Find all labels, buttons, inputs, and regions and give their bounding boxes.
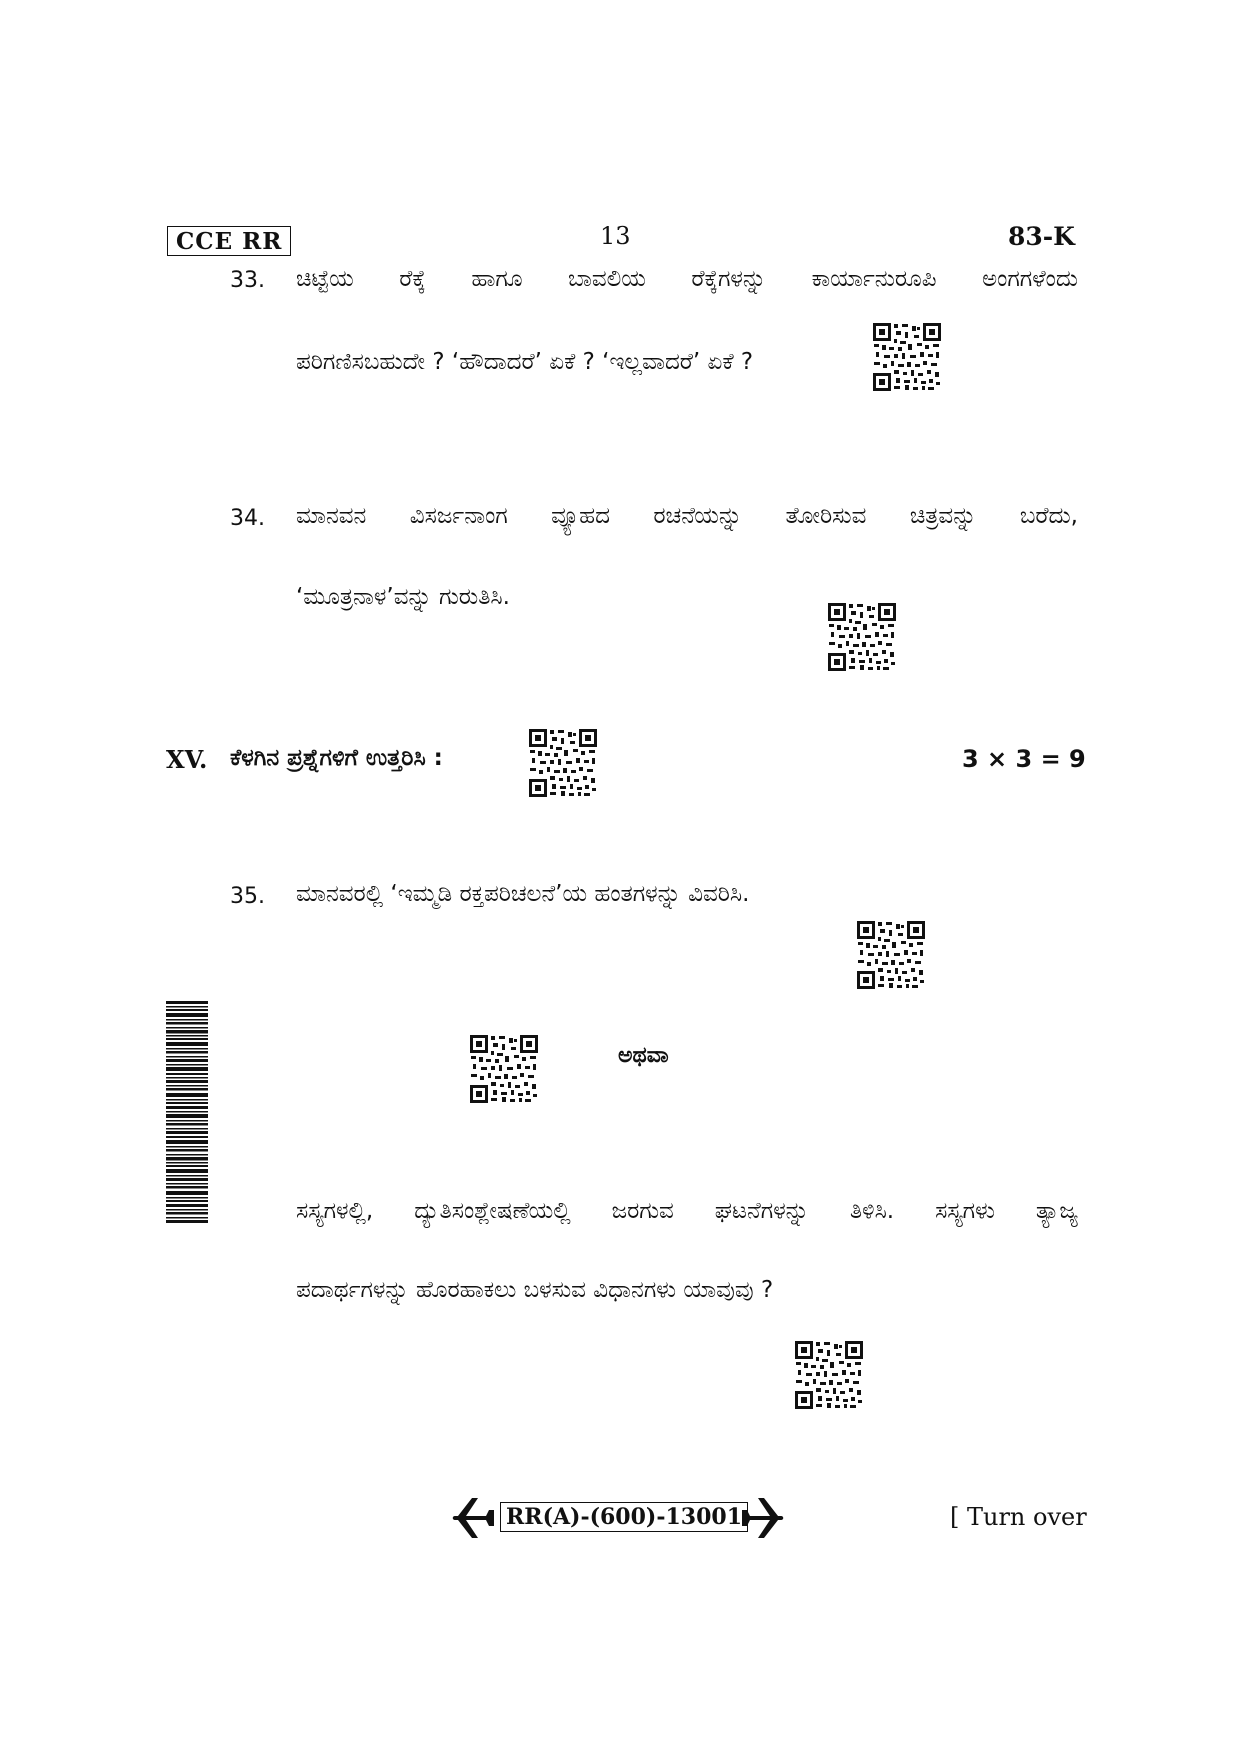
question-35-text: ಮಾನವರಲ್ಲಿ ‘ಇಮ್ಮಡಿ ರಕ್ತಪರಿಚಲನೆ’ಯ ಹಂತಗಳನ್ನು ವಿವರಿಸಿ. xyxy=(296,881,750,907)
airplane-icon xyxy=(740,1496,784,1540)
question-number: 33. xyxy=(230,268,265,293)
airplane-icon xyxy=(452,1496,496,1540)
page-number: 13 xyxy=(600,222,631,250)
qr-code-icon xyxy=(794,1340,864,1410)
subject-code: 83-K xyxy=(1008,222,1075,251)
question-34-line1: ಮಾನವನ ವಿಸರ್ಜನಾಂಗ ವ್ಯೂಹದ ರಚನೆಯನ್ನು ತೋರಿಸುವ ಚಿತ್ರವನ್ನು ಬರೆದು, xyxy=(296,503,1078,529)
footer-code: RR(A)-(600)-13001 xyxy=(500,1502,748,1532)
question-33-line1: ಚಿಟ್ಟೆಯ ರೆಕ್ಕೆ ಹಾಗೂ ಬಾವಲಿಯ ರೆಕ್ಕೆಗಳನ್ನು ಕಾರ್ಯಾನುರೂಪಿ ಅಂಗಗಳೆಂದು xyxy=(296,266,1078,292)
question-35-alt-line2: ಪದಾರ್ಥಗಳನ್ನು ಹೊರಹಾಕಲು ಬಳಸುವ ವಿಧಾನಗಳು ಯಾವುವು ? xyxy=(296,1277,774,1303)
barcode-icon xyxy=(166,1001,208,1223)
qr-code-icon xyxy=(856,920,926,990)
turn-over-label: [ Turn over xyxy=(950,1503,1087,1531)
question-35-alt-line1: ಸಸ್ಯಗಳಲ್ಲಿ, ದ್ಯುತಿಸಂಶ್ಲೇಷಣೆಯಲ್ಲಿ ಜರಗುವ ಘಟನೆಗಳನ್ನು ತಿಳಿಸಿ. ಸಸ್ಯಗಳು ತ್ಯಾಜ್ಯ xyxy=(296,1198,1078,1224)
qr-code-icon xyxy=(528,728,598,798)
question-33-line2: ಪರಿಗಣಿಸಬಹುದೇ ? ‘ಹೌದಾದರೆ’ ಏಕೆ ? ‘ಇಲ್ಲವಾದರೆ’ ಏಕೆ ? xyxy=(296,349,754,375)
paper-code: CCE RR xyxy=(167,226,291,256)
qr-code-icon xyxy=(827,602,897,672)
qr-code-icon xyxy=(872,322,942,392)
question-number: 35. xyxy=(230,884,265,909)
question-34-line2: ‘ಮೂತ್ರನಾಳ’ವನ್ನು ಗುರುತಿಸಿ. xyxy=(296,584,510,610)
qr-code-icon xyxy=(469,1034,539,1104)
or-label: ಅಥವಾ xyxy=(618,1043,669,1068)
section-number: XV. xyxy=(166,745,208,774)
section-marks: 3 × 3 = 9 xyxy=(962,745,1086,773)
section-instruction: ಕೆಳಗಿನ ಪ್ರಶ್ನೆಗಳಿಗೆ ಉತ್ತರಿಸಿ : xyxy=(230,745,443,771)
question-number: 34. xyxy=(230,506,265,531)
